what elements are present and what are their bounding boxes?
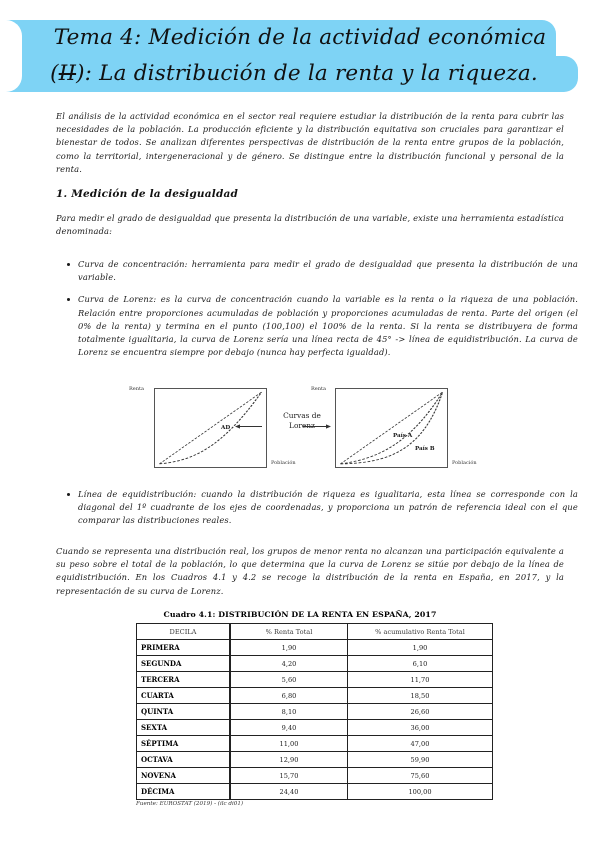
title-paren-open: ( (50, 61, 59, 86)
left-chart-x-axis-label: Población (271, 460, 296, 466)
column-header-cumulative: % acumulativo Renta Total (348, 624, 493, 640)
right-chart-x-axis-label: Población (452, 460, 477, 466)
cell-decile: SEGUNDA (137, 656, 231, 672)
table-row (137, 736, 493, 752)
cell-decile: CUARTA (137, 688, 231, 704)
section-heading: 1. Medición de la desigualdad (56, 188, 239, 200)
right-lorenz-curve-country-a (340, 392, 442, 464)
table-body (137, 640, 493, 800)
cell-decile: SEXTA (137, 720, 231, 736)
cell-cumulative: 100,00 (348, 784, 493, 800)
cell-share: 5,60 (230, 672, 348, 688)
cell-cumulative: 36,00 (348, 720, 493, 736)
cell-cumulative: 1,90 (348, 640, 493, 656)
table-row (137, 672, 493, 688)
income-distribution-table-block (136, 610, 464, 807)
title-struck-numeral: II (58, 61, 77, 86)
page-title-line-1: Tema 4: Medición de la actividad económica (53, 25, 547, 50)
cell-decile: PRIMERA (137, 640, 231, 656)
cell-decile: DÉCIMA (137, 784, 231, 800)
cell-decile: TERCERA (137, 672, 231, 688)
table-row (137, 688, 493, 704)
right-chart-curve-tag-country-a: País A (393, 433, 413, 439)
cell-cumulative: 18,50 (348, 688, 493, 704)
cell-decile: NOVENA (137, 768, 231, 784)
cell-cumulative: 26,60 (348, 704, 493, 720)
cell-cumulative: 47,00 (348, 736, 493, 752)
concept-bullet-list-bottom (62, 488, 578, 537)
table-row (137, 656, 493, 672)
right-chart-curve-tag-country-b: País B (415, 446, 435, 452)
page-title-line-2 (0, 56, 580, 92)
table-row (137, 768, 493, 784)
cell-share: 9,40 (230, 720, 348, 736)
right-chart-y-axis-label: Renta (311, 386, 326, 392)
table-header-row (137, 624, 493, 640)
cell-share: 15,70 (230, 768, 348, 784)
column-header-decile: DECILA (137, 624, 231, 640)
cell-share: 11,00 (230, 736, 348, 752)
column-header-share: % Renta Total (230, 624, 348, 640)
table-row (137, 704, 493, 720)
page-title (0, 20, 580, 92)
cell-share: 24,40 (230, 784, 348, 800)
cell-share: 6,80 (230, 688, 348, 704)
cell-cumulative: 75,60 (348, 768, 493, 784)
cell-share: 4,20 (230, 656, 348, 672)
left-chart-curve-tag: AD (221, 425, 231, 431)
income-distribution-table (136, 623, 493, 800)
right-lorenz-chart (335, 388, 448, 468)
list-item: Curva de Lorenz: es la curva de concentración cuando la variable es la renta o la riqueza de una población. Relación entre proporciones acumuladas de población y proporciones acumuladas de renta. Parte del origen (el 0% de la renta) y termina en el punto (100,100) el 100% de la renta. Si la renta se distribuyera de forma totalmente igualitaria, la curva de Lorenz sería una línea recta de 45° -> línea de equidistribución. La curva de Lorenz se encuentra siempre por debajo (nunca hay perfecta igualdad). (78, 293, 578, 359)
center-label-line-1: Curvas de (283, 411, 321, 420)
right-lorenz-plot (336, 389, 447, 467)
table-row (137, 720, 493, 736)
arrow-right-icon (303, 423, 331, 430)
cell-share: 12,90 (230, 752, 348, 768)
concept-bullet-list-top (62, 258, 578, 368)
title-line-2-rest: ): La distribución de la renta y la riqueza. (76, 61, 538, 86)
list-item: Línea de equidistribución: cuando la distribución de riqueza es igualitaria, esta línea se corresponde con la diagonal del 1º cuadrante de los ejes de coordenadas, y proporciona un patrón de referencia ideal con el que comparar las distribuciones reales. (78, 488, 578, 528)
table-row (137, 784, 493, 800)
cell-share: 1,90 (230, 640, 348, 656)
cell-decile: OCTAVA (137, 752, 231, 768)
lead-paragraph: Para medir el grado de desigualdad que presenta la distribución de una variable, existe una herramienta estadística denominada: (56, 213, 564, 237)
cell-cumulative: 6,10 (348, 656, 493, 672)
cell-decile: SÉPTIMA (137, 736, 231, 752)
cell-decile: QUINTA (137, 704, 231, 720)
table-row (137, 752, 493, 768)
cell-share: 8,10 (230, 704, 348, 720)
cell-cumulative: 11,70 (348, 672, 493, 688)
right-lorenz-curve-country-b (340, 392, 442, 464)
arrow-left-icon (235, 423, 263, 430)
table-title: Cuadro 4.1: DISTRIBUCIÓN DE LA RENTA EN ESPAÑA, 2017 (163, 610, 437, 619)
table-row (137, 640, 493, 656)
list-item: Curva de concentración: herramienta para medir el grado de desigualdad que presenta la distribución de una variable. (78, 258, 578, 284)
title-banner (0, 20, 580, 92)
lorenz-curves-diagram (125, 386, 477, 480)
left-chart-y-axis-label: Renta (129, 386, 144, 392)
table-header (137, 624, 493, 640)
center-label-line-2: Lorenz (289, 421, 315, 430)
cell-cumulative: 59,90 (348, 752, 493, 768)
intro-paragraph: El análisis de la actividad económica en el sector real requiere estudiar la distribución de la renta para cubrir las necesidades de la población. La producción eficiente y la distribución equitativa son cruciales para garantizar el bienestar de todos. Se analizan diferentes perspectivas de distribución de la renta entre grupos de la población, como la territorial, intergeneracional y de género. Se distingue entre la distribución funcional y personal de la renta. (56, 111, 564, 174)
table-source-note: Fuente: EUROSTAT (2019) - (ilc di01) (136, 801, 244, 807)
closing-paragraph: Cuando se representa una distribución real, los grupos de menor renta no alcanzan una participación equivalente a su peso sobre el total de la población, lo que determina que la curva de Lorenz se sitúe por debajo de la línea de equidistribución. En los Cuadros 4.1 y 4.2 se recoge la distribución de la renta en España, en 2017, y la representación de su curva de Lorenz. (56, 546, 564, 596)
right-equidistribution-line (340, 392, 442, 464)
